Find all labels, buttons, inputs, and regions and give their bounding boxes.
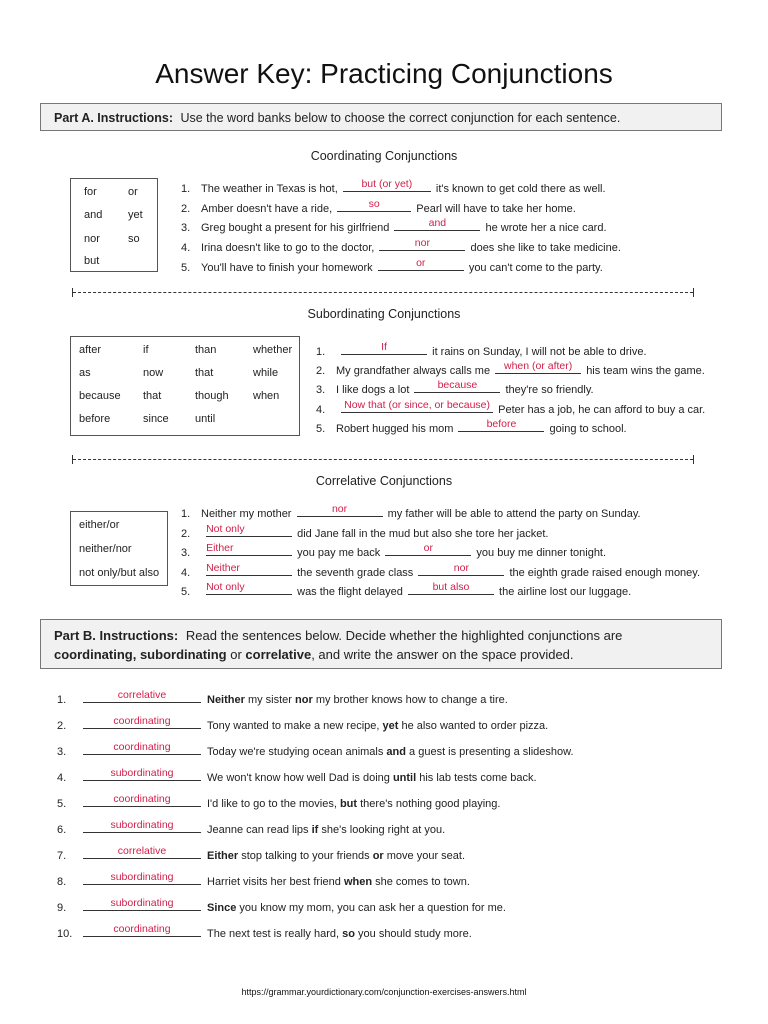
answer-blank[interactable]: Either	[206, 543, 292, 556]
answer-blank[interactable]: subordinating	[83, 820, 201, 833]
bank-word: than	[195, 344, 217, 356]
bank-word: until	[195, 413, 216, 425]
highlighted-conjunction: and	[386, 746, 406, 758]
bank-word: after	[79, 344, 102, 356]
coordinating-heading: Coordinating Conjunctions	[310, 149, 458, 163]
bank-word: for	[84, 186, 97, 198]
highlighted-conjunction: until	[392, 772, 417, 784]
bank-word: when	[253, 390, 280, 402]
part-b-item: 9. subordinating Since you know my mom, you can ask her a question for me.	[57, 897, 506, 914]
correlative-sentence-5: 5. Not only was the flight delayed but also the airline lost our luggage.	[181, 581, 632, 598]
answer-blank[interactable]: or	[378, 258, 464, 271]
sentence-text: she's looking right at you.	[318, 824, 446, 836]
bank-word: neither/nor	[79, 543, 132, 555]
part-b-item: 5. coordinating I'd like to go to the movies, but there's nothing good playing.	[57, 793, 501, 810]
sentence-text: my sister	[244, 694, 296, 706]
bank-word: since	[143, 413, 169, 425]
source-url: https://grammar.yourdictionary.com/conjunction-exercises-answers.html	[241, 987, 527, 997]
subordinating-sentence-3: 3. I like dogs a lot because they're so friendly.	[316, 379, 594, 396]
bank-word: or	[128, 186, 138, 198]
subordinating-sentence-5: 5. Robert hugged his mom before going to school.	[316, 418, 627, 435]
subordinating-sentence-2: 2. My grandfather always calls me when (or after) his team wins the game.	[316, 360, 705, 377]
answer-blank[interactable]: Not only	[206, 582, 292, 595]
answer-blank[interactable]: but (or yet)	[343, 179, 431, 192]
part-a-text: Use the word banks below to choose the correct conjunction for each sentence.	[180, 111, 621, 125]
correlative-heading: Correlative Conjunctions	[315, 474, 453, 488]
answer-blank[interactable]: subordinating	[83, 898, 201, 911]
bank-word: yet	[128, 209, 143, 221]
sentence-text: Harriet visits her best friend	[207, 876, 344, 888]
part-b-item: 8. subordinating Harriet visits her best friend when she comes to town.	[57, 871, 470, 888]
answer-blank[interactable]: coordinating	[83, 716, 201, 729]
part-b-item: 10. coordinating The next test is really hard, so you should study more.	[57, 923, 472, 940]
part-b-line-1: Part B. Instructions: Read the sentences below. Decide whether the highlighted conjunctions are	[54, 628, 623, 643]
sentence-text: she comes to town.	[372, 876, 470, 888]
answer-blank[interactable]: or	[385, 543, 471, 556]
answer-blank[interactable]: subordinating	[83, 872, 201, 885]
bank-word: not only/but also	[79, 567, 160, 579]
sentence-text: he also wanted to order pizza.	[398, 720, 549, 732]
answer-blank[interactable]: and	[394, 218, 480, 231]
highlighted-conjunction: Either	[207, 850, 239, 862]
part-b-item: 3. coordinating Today we're studying ocean animals and a guest is presenting a slideshow.	[57, 741, 574, 758]
part-b-item: 7. correlative Either stop talking to your friends or move your seat.	[57, 845, 466, 862]
subordinating-word-bank	[70, 336, 300, 436]
correlative-sentence-4: 4. Neither the seventh grade class nor the eighth grade raised enough money.	[181, 562, 701, 579]
answer-blank[interactable]: Neither	[206, 563, 292, 576]
answer-blank[interactable]: nor	[418, 563, 504, 576]
sentence-text: stop talking to your friends	[238, 850, 373, 862]
sentence-text: a guest is presenting a slideshow.	[405, 746, 574, 758]
answer-blank[interactable]: before	[458, 419, 544, 432]
sentence-text: his lab tests come back.	[416, 772, 537, 784]
highlighted-conjunction: but	[339, 798, 358, 810]
correlative-word-bank	[70, 511, 168, 586]
sentence-text: Today we're studying ocean animals	[207, 746, 387, 758]
part-b-line-2: coordinating, subordinating or correlative, and write the answer on the space provided.	[54, 647, 574, 662]
part-b-item: 6. subordinating Jeanne can read lips if she's looking right at you.	[57, 819, 446, 836]
sentence-text: my brother knows how to change a tire.	[312, 694, 508, 706]
answer-blank[interactable]: coordinating	[83, 742, 201, 755]
bank-word: while	[253, 367, 279, 379]
part-b-item: 4. subordinating We won't know how well Dad is doing until his lab tests come back.	[57, 767, 537, 784]
sentence-text: you should study more.	[354, 928, 472, 940]
sentence-text: The next test is really hard,	[207, 928, 343, 940]
coordinating-word-bank	[70, 178, 158, 272]
highlighted-conjunction: yet	[382, 720, 399, 732]
page-title: Answer Key: Practicing Conjunctions	[155, 58, 613, 89]
bank-word: as	[79, 367, 91, 379]
bank-word: and	[84, 209, 103, 221]
sentence-text: Tony wanted to make a new recipe,	[207, 720, 383, 732]
coordinating-sentence-4: 4. Irina doesn't like to go to the doctor, nor does she like to take medicine.	[181, 237, 621, 254]
answer-blank[interactable]: when (or after)	[495, 361, 581, 374]
subordinating-sentence-4: 4. Now that (or since, or because) Peter has a job, he can afford to buy a car.	[316, 399, 706, 416]
bank-word: that	[195, 367, 214, 379]
sentence-text: you know my mom, you can ask her a question for me.	[236, 902, 506, 914]
bank-word: whether	[253, 344, 293, 356]
highlighted-conjunction: Since	[207, 902, 237, 914]
answer-blank[interactable]: subordinating	[83, 768, 201, 781]
coordinating-sentence-3: 3. Greg bought a present for his girlfriend and he wrote her a nice card.	[181, 217, 607, 234]
section-divider	[73, 459, 693, 460]
highlighted-conjunction: or	[372, 850, 384, 862]
bank-word: now	[143, 367, 164, 379]
coordinating-sentence-2: 2. Amber doesn't have a ride, so Pearl will have to take her home.	[181, 198, 576, 215]
answer-blank[interactable]: because	[414, 380, 500, 393]
answer-blank[interactable]: coordinating	[83, 794, 201, 807]
bank-word: that	[143, 390, 162, 402]
highlighted-conjunction: when	[343, 876, 373, 888]
answer-blank[interactable]: so	[337, 199, 411, 212]
bank-word: nor	[84, 233, 100, 245]
highlighted-conjunction: so	[342, 928, 355, 940]
bank-word: before	[79, 413, 111, 425]
highlighted-conjunction: nor	[295, 694, 313, 706]
bank-word: because	[79, 390, 121, 402]
answer-blank[interactable]: nor	[297, 504, 383, 517]
bank-word: but	[84, 255, 100, 267]
answer-blank[interactable]: If	[341, 342, 427, 355]
correlative-sentence-1: 1. Neither my mother nor my father will be able to attend the party on Sunday.	[181, 503, 641, 520]
part-a-instructions	[40, 103, 722, 131]
sentence-text: I'd like to go to the movies,	[207, 798, 340, 810]
answer-blank[interactable]: correlative	[83, 690, 201, 703]
answer-blank[interactable]: coordinating	[83, 924, 201, 937]
correlative-sentence-3: 3. Either you pay me back or you buy me dinner tonight.	[181, 542, 607, 559]
part-b-instructions	[40, 619, 722, 669]
part-a-label: Part A. Instructions:	[54, 111, 173, 125]
bank-word: though	[195, 390, 229, 402]
answer-blank[interactable]: Now that (or since, or because)	[341, 400, 493, 413]
answer-blank[interactable]: nor	[379, 238, 465, 251]
bank-word: either/or	[79, 519, 120, 531]
bank-word: so	[128, 233, 140, 245]
highlighted-conjunction: if	[311, 824, 319, 836]
answer-blank[interactable]: Not only	[206, 524, 292, 537]
correlative-sentence-2: 2. Not only did Jane fall in the mud but also she tore her jacket.	[181, 523, 549, 540]
sentence-text: move your seat.	[383, 850, 466, 862]
highlighted-conjunction: Neither	[207, 694, 245, 706]
subordinating-sentence-1: 1. If it rains on Sunday, I will not be able to drive.	[316, 341, 647, 358]
sentence-text: Jeanne can read lips	[207, 824, 312, 836]
coordinating-sentence-1: 1. The weather in Texas is hot, but (or yet) it's known to get cold there as well.	[181, 178, 606, 195]
part-b-item: 2. coordinating Tony wanted to make a new recipe, yet he also wanted to order pizza.	[57, 715, 549, 732]
bank-word: if	[143, 344, 149, 356]
sentence-text: We won't know how well Dad is doing	[207, 772, 393, 784]
section-divider	[73, 292, 693, 293]
coordinating-sentence-5: 5. You'll have to finish your homework or you can't come to the party.	[181, 257, 603, 274]
sentence-text: there's nothing good playing.	[357, 798, 501, 810]
answer-blank[interactable]: but also	[408, 582, 494, 595]
part-b-item: 1. correlative Neither my sister nor my brother knows how to change a tire.	[57, 689, 508, 706]
subordinating-heading: Subordinating Conjunctions	[307, 307, 461, 321]
answer-blank[interactable]: correlative	[83, 846, 201, 859]
